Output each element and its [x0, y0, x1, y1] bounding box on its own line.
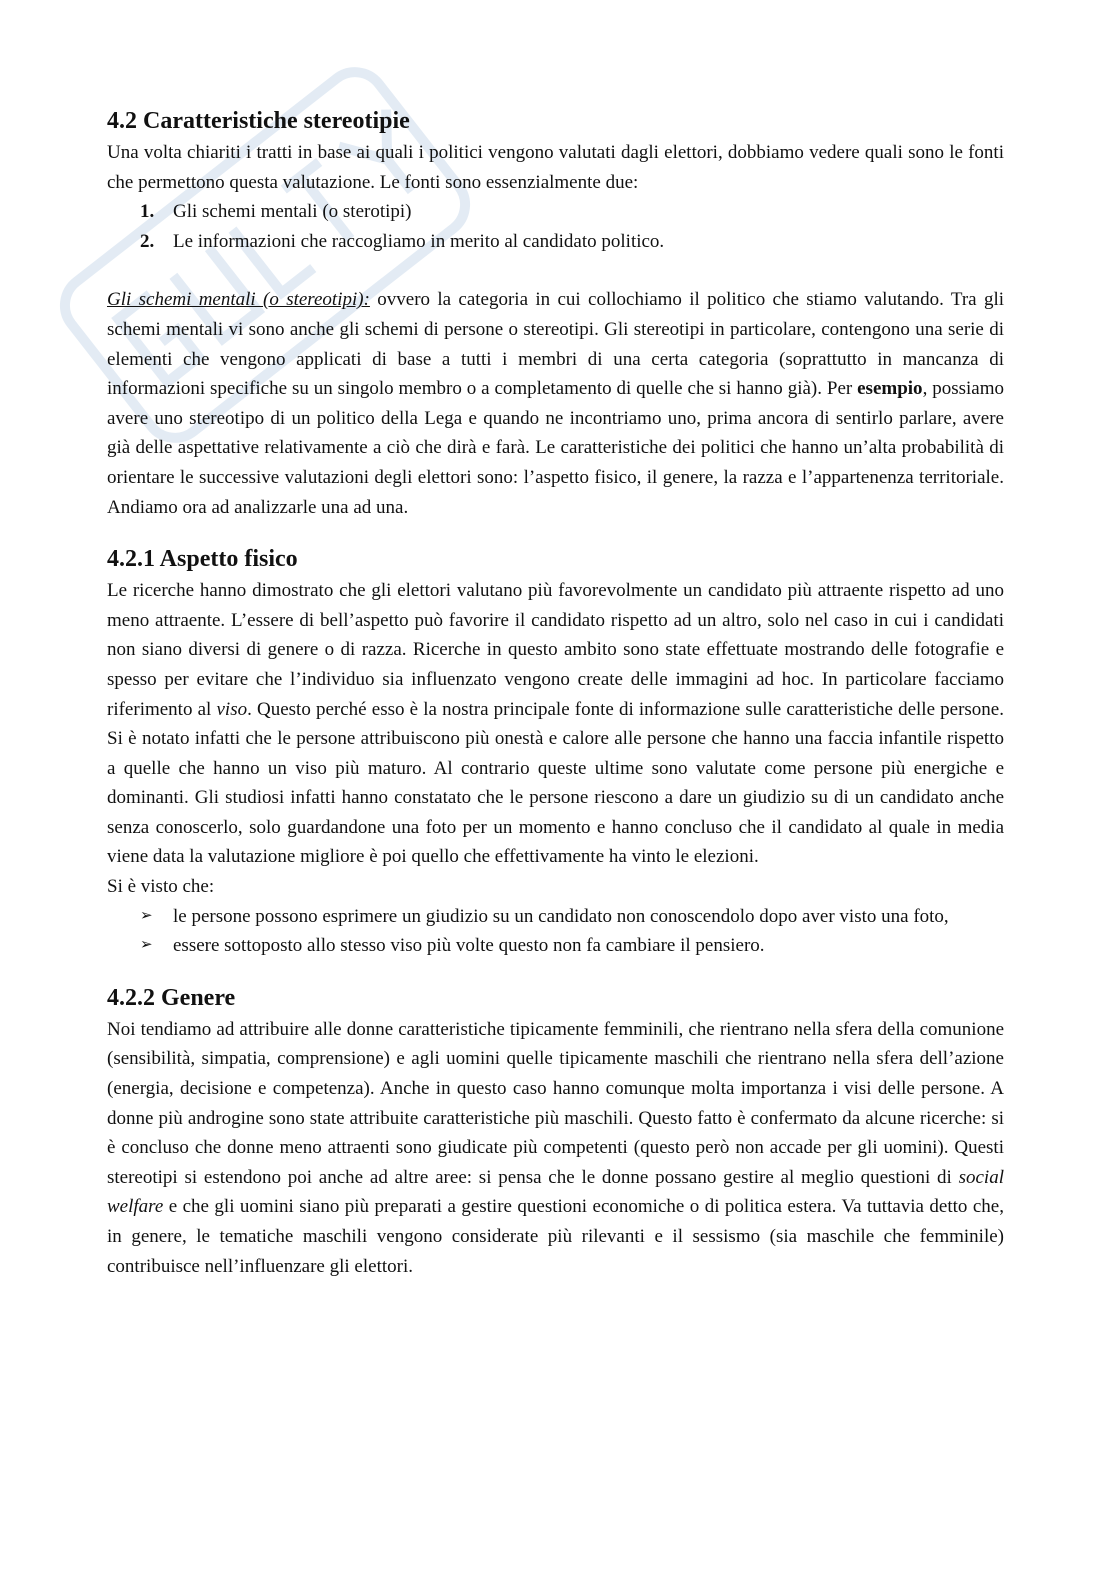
section-heading-4-2: 4.2 Caratteristiche stereotipie — [107, 108, 410, 134]
paragraph-text: ovvero la categoria in cui collochiamo il politico che stiamo valutando. Tra gli schemi mentali vi sono anche gli schemi di persone o stereotipi. Gli stereotipi in particolare, contengono una serie di elementi che vengono applicati di base a tutti i membri di una certa categoria (soprattutto in mancanza di informazioni specifiche su un singolo membro o a completamento di quelle che si hanno già). Per — [107, 289, 1004, 400]
findings-list — [107, 902, 1004, 961]
intro-paragraph: Una volta chiariti i tratti in base ai quali i politici vengono valutati dagli elettori, dobbiamo vedere quali sono le fonti che permettono questa valutazione. Le fonti sono essenzialmente due: — [107, 142, 1004, 193]
paragraph-text: e che gli uomini siano più preparati a gestire questioni economiche o di politica estera. Va tuttavia detto che, in genere, le tematiche maschili vengono considerate più rilevanti e il sessismo (sia maschile che femminile) contribuisce nell’influenzare gli elettori. — [107, 1196, 1004, 1277]
schemi-mentali-paragraph — [107, 285, 1004, 522]
paragraph-text: Le ricerche hanno dimostrato che gli elettori valutano più favorevolmente un candidato più attraente rispetto ad uno meno attraente. L’essere di bell’aspetto può favorire il candidato rispetto ad un altro, solo nel caso in cui i candidati non siano diversi di genere o di razza. Ricerche in questo ambito sono state effettuate mostrando delle fotografie e spesso per evitare che l’individuo sia influenzato vengono create delle immagini ad hoc. In particolare facciamo riferimento al — [107, 580, 1004, 720]
arrow-bullet-icon: ➢ — [140, 937, 153, 954]
list-item — [140, 197, 1004, 227]
genere-paragraph — [107, 1015, 1004, 1281]
section-heading-4-2-1: 4.2.1 Aspetto fisico — [107, 546, 298, 573]
list-item — [140, 902, 1004, 932]
aspetto-fisico-paragraph — [107, 576, 1004, 872]
paragraph-text: , possiamo avere uno stereotipo di un politico della Lega e quando ne incontriamo uno, prima ancora di sentirlo parlare, avere già delle aspettative relativamente a ciò che dirà e farà. Le caratteristiche dei politici che hanno un’alta probabilità di orientare le successive valutazioni degli elettori sono: l’aspetto fisico, il genere, la razza e l’appartenenza territoriale. Andiamo ora ad analizzarle una ad una. — [107, 378, 1004, 518]
bold-term: esempio — [857, 378, 923, 400]
list-text: Gli schemi mentali (o sterotipi) — [173, 201, 412, 223]
arrow-bullet-icon: ➢ — [140, 907, 153, 924]
sources-list — [107, 197, 1004, 256]
list-number: 1. — [140, 201, 155, 223]
seen-line: Si è visto che: — [107, 876, 215, 898]
document-page — [107, 106, 1004, 1281]
list-item — [140, 227, 1004, 257]
paragraph-text: . Questo perché esso è la nostra principale fonte di informazione sulle caratteristiche delle persone. Si è notato infatti che le persone attribuiscono più onestà e calore alle persone che hanno una faccia infantile rispetto a quelle che hanno un viso più maturo. Al contrario queste ultime sono valutate come persone più energiche e dominanti. Gli studiosi infatti hanno constatato che le persone riescono a dare un giudizio su di un candidato anche senza conoscerlo, solo guardandone una foto per un momento e hanno concluso che il candidato al quale in media viene data la valutazione migliore è poi quello che effettivamente ha vinto le elezioni. — [107, 698, 1004, 868]
paragraph-text: Noi tendiamo ad attribuire alle donne caratteristiche tipicamente femminili, che rientrano nella sfera della comunione (sensibilità, simpatia, comprensione) e agli uomini quelle tipicamente maschili che rientrano nella sfera dell’azione (energia, decisione e competenza). Anche in questo caso hanno comunque molta importanza i visi delle persone. A donne più androgine sono state attribuite caratteristiche più maschili. Questo fatto è confermato da alcune ricerche: si è concluso che donne meno attraenti sono giudicate più competenti (questo però non accade per gli uomini). Questi stereotipi si estendono poi anche ad altre aree: si pensa che le donne possano gestire al meglio questioni di — [107, 1018, 1004, 1188]
term-label: Gli schemi mentali (o stereotipi): — [107, 289, 370, 311]
list-text: Le informazioni che raccogliamo in merito al candidato politico. — [173, 230, 665, 252]
list-text: le persone possono esprimere un giudizio su un candidato non conoscendolo dopo aver visto una foto, — [173, 905, 949, 927]
list-number: 2. — [140, 230, 155, 252]
list-item — [140, 931, 1004, 961]
section-heading-4-2-2: 4.2.2 Genere — [107, 984, 236, 1011]
italic-term: social welfare — [107, 1166, 1004, 1218]
italic-term: viso — [216, 698, 248, 720]
list-text: essere sottoposto allo stesso viso più volte questo non fa cambiare il pensiero. — [173, 935, 765, 957]
